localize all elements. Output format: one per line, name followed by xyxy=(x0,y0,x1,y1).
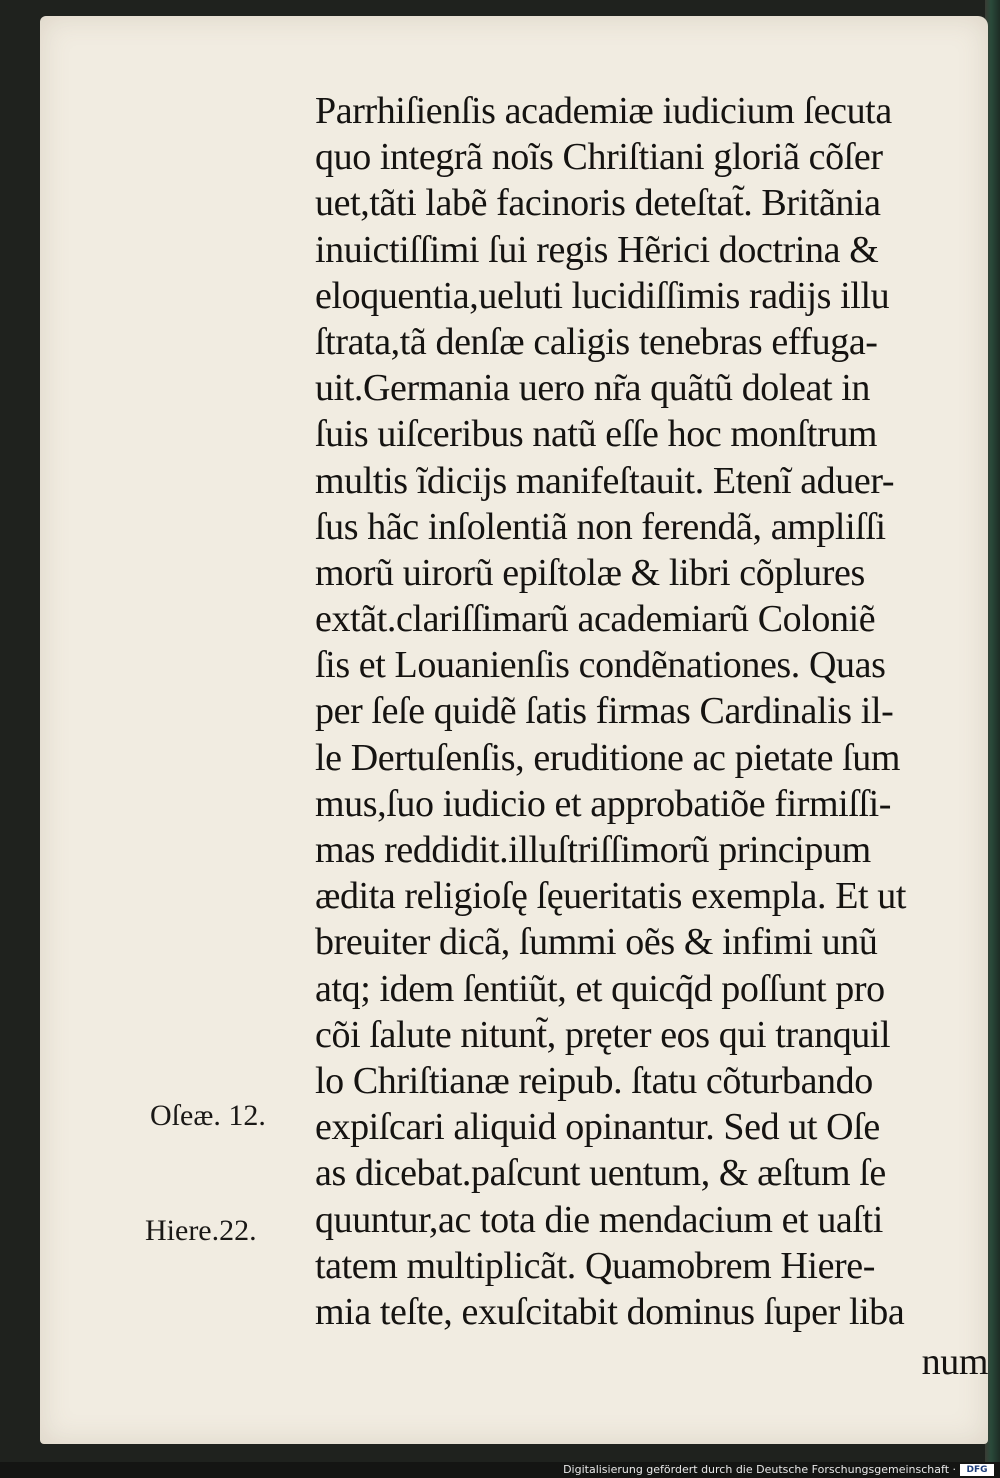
text-line: multis ĩdicijs manifeſtauit. Etenĩ aduer- xyxy=(315,459,895,502)
text-line: mus,ſuo iudicio et approbatiõe firmiſſi- xyxy=(315,782,892,825)
book-page xyxy=(40,16,988,1444)
catchword: num xyxy=(921,1341,988,1384)
digitization-footer xyxy=(0,1462,1000,1478)
text-line: as dicebat.paſcunt uentum, & æſtum ſe xyxy=(315,1152,886,1195)
text-line: breuiter dicã, ſummi oẽs & infimi unũ xyxy=(315,921,878,964)
text-line: le Dertuſenſis, eruditione ac pietate ſum xyxy=(315,736,901,779)
text-line: ſis et Louanienſis condẽnationes. Quas xyxy=(315,644,886,687)
text-line: per ſeſe quidẽ ſatis firmas Cardinalis il- xyxy=(315,690,894,733)
text-line: Parrhiſienſis academiæ iudicium ſecuta xyxy=(315,90,892,132)
text-line: lo Chriſtianæ reipub. ſtatu cõturbando xyxy=(315,1059,873,1102)
main-text-block xyxy=(315,88,1000,1385)
text-line: ædita religioſę ſęueritatis exempla. Et ut xyxy=(315,875,907,918)
margin-note-osea: Oſeæ. 12. xyxy=(150,1099,266,1132)
text-line: ſuis uiſceribus natũ eſſe hoc monſtrum xyxy=(315,413,878,456)
text-line: expiſcari aliquid opinantur. Sed ut Oſe xyxy=(315,1106,880,1149)
text-line: eloquentia,ueluti lucidiſſimis radijs illu xyxy=(315,274,890,317)
margin-note-hiere: Hiere.22. xyxy=(145,1214,257,1247)
text-line: atq; idem ſentiũt, et quicq̃d poſſunt pro xyxy=(315,967,885,1010)
text-line: morũ uirorũ epiſtolæ & libri cõplures xyxy=(315,551,865,594)
text-line: ſus hãc inſolentiã non ferendã, ampliſſi xyxy=(315,505,886,548)
text-line: tatem multiplicãt. Quamobrem Hiere- xyxy=(315,1244,876,1287)
text-line: mas reddidit.illuſtriſſimorũ principum xyxy=(315,829,871,871)
text-line: mia teſte, exuſcitabit dominus ſuper liba xyxy=(315,1290,905,1333)
text-line: uit.Germania uero nr̃a quãtũ doleat in xyxy=(315,367,870,410)
text-line: ſtrata,tã denſæ caligis tenebras effuga- xyxy=(315,320,878,363)
funding-credit: Digitalisierung gefördert durch die Deutsche Forschungsgemeinschaft · xyxy=(563,1463,956,1476)
dfg-logo: DFG xyxy=(960,1464,994,1476)
text-line: extãt.clariſſimarũ academiarũ Coloniẽ xyxy=(315,598,876,641)
text-line: quo integrã noĩs Chriſtiani gloriã cõſer xyxy=(315,136,883,179)
text-line: cõi ſalute nitunt̃, pręter eos qui tranquil xyxy=(315,1013,891,1056)
text-line: inuictiſſimi ſui regis Hẽrici doctrina & xyxy=(315,228,879,271)
text-line: uet,tãti labẽ facinoris deteſtat̃. Britãnia xyxy=(315,182,881,225)
text-line: quuntur,ac tota die mendacium et uaſti xyxy=(315,1198,883,1241)
